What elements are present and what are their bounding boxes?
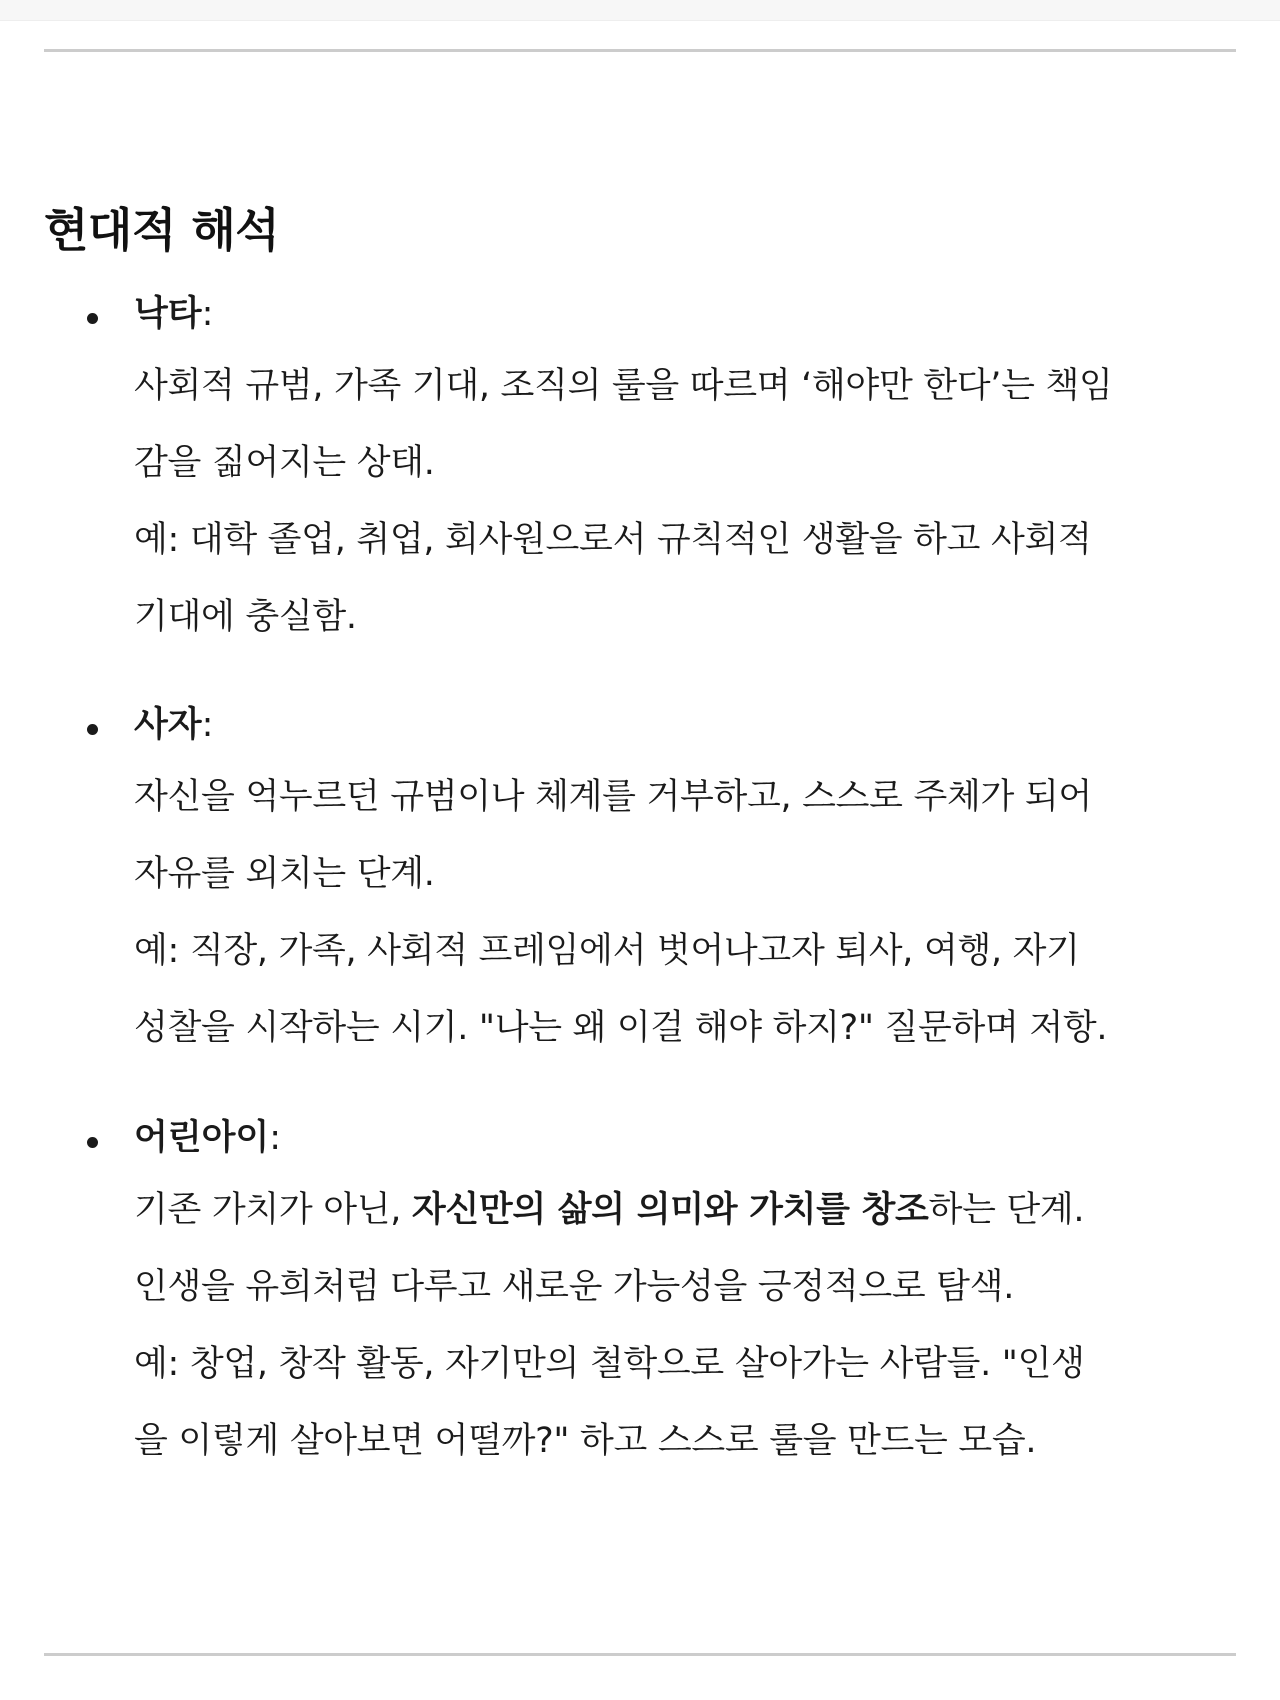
description-line [134,1180,1084,1240]
bullet-dot-icon [87,1137,98,1148]
bullet-dot-icon [87,313,98,324]
description-line: 자유를 외치는 단계. [134,854,435,894]
description-line: 사회적 규범, 가족 기대, 조직의 룰을 따르며 ‘해야만 한다’는 책임 [134,366,1113,406]
example-line: 기대에 충실함. [134,597,357,637]
top-divider [44,49,1236,52]
description-text: 기존 가치가 아닌, [134,1190,412,1230]
example-line: 을 이렇게 살아보면 어떨까?" 하고 스스로 룰을 만드는 모습. [134,1421,1037,1461]
example-line: 예: 직장, 가족, 사회적 프레임에서 벗어나고자 퇴사, 여행, 자기 [134,931,1080,971]
description-line: 자신을 억누르던 규범이나 체계를 거부하고, 스스로 주체가 되어 [134,777,1092,817]
term-heading [134,284,213,344]
term-name: 사자 [134,705,202,745]
description-emphasis: 자신만의 삶의 의미와 가치를 창조 [411,1190,929,1230]
description-line: 감을 짊어지는 상태. [134,443,435,483]
description-line: 인생을 유희처럼 다루고 새로운 가능성을 긍정적으로 탐색. [134,1267,1015,1307]
term-colon: : [201,705,214,745]
bullet-dot-icon [87,724,98,735]
example-line: 성찰을 시작하는 시기. "나는 왜 이걸 해야 하지?" 질문하며 저항. [134,1008,1108,1048]
example-line: 예: 대학 졸업, 취업, 회사원으로서 규칙적인 생활을 하고 사회적 [134,520,1092,560]
term-colon: : [201,294,214,334]
term-colon: : [269,1118,282,1158]
term-heading [134,1108,281,1168]
example-line: 예: 창업, 창작 활동, 자기만의 철학으로 살아가는 사람들. "인생 [134,1344,1085,1384]
top-strip [0,0,1280,21]
description-text: 하는 단계. [928,1190,1085,1230]
term-name: 어린아이 [134,1118,270,1158]
term-name: 낙타 [134,294,202,334]
bottom-divider [44,1653,1236,1656]
section-title: 현대적 해석 [44,203,280,257]
term-heading [134,695,213,755]
